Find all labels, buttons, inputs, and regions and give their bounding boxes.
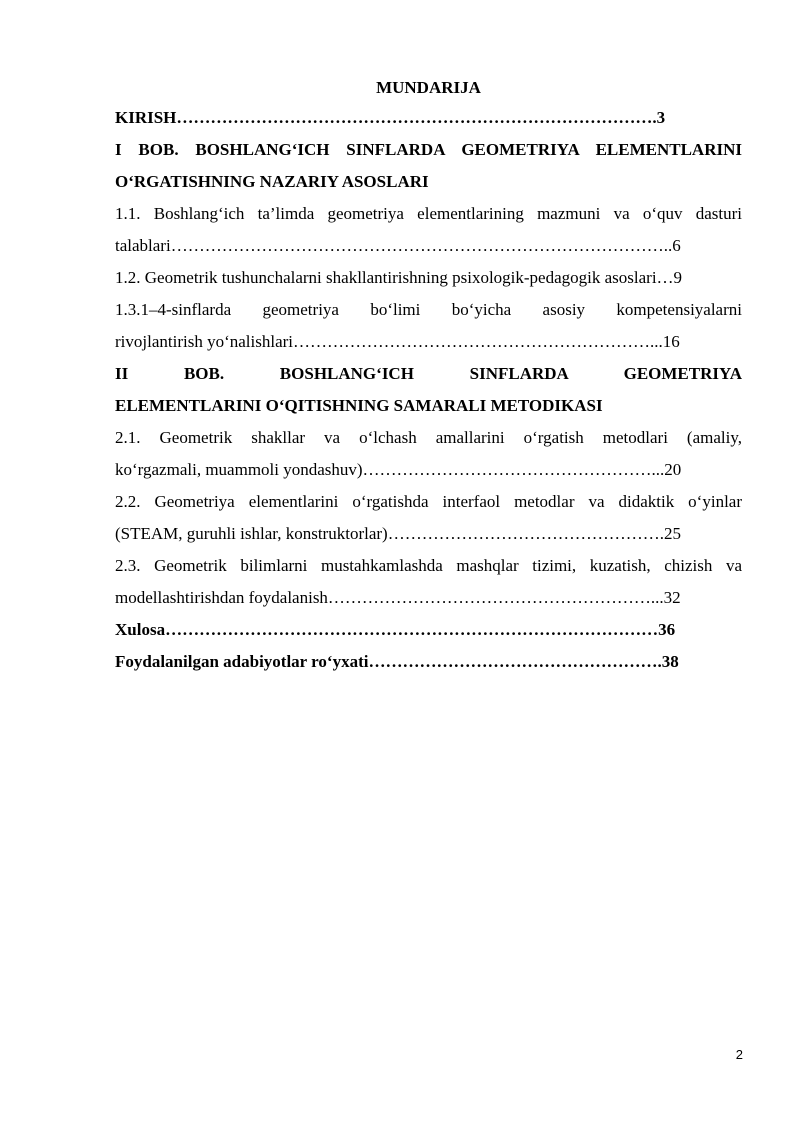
page-title: MUNDARIJA	[376, 78, 481, 97]
toc-line: II BOB. BOSHLANG‘ICH SINFLARDA GEOMETRIYA	[115, 364, 742, 383]
toc-line: O‘RGATISHNING NAZARIY ASOSLARI	[115, 172, 429, 191]
toc-line: ko‘rgazmali, muammoli yondashuv)……………………………………………...20	[115, 460, 682, 479]
page-number: 2	[735, 1047, 743, 1062]
toc-line: (STEAM, guruhli ishlar, konstruktorlar)………………………………………….25	[115, 524, 681, 543]
toc-line: Foydalanilgan adabiyotlar ro‘yxati…………………………………………….38	[115, 652, 679, 671]
toc-line: modellashtirishdan foydalanish…………………………………………………...32	[115, 588, 681, 607]
toc-line: 1.1. Boshlang‘ich ta’limda geometriya elementlarining mazmuni va o‘quv dasturi	[115, 204, 742, 223]
toc-line: KIRISH………………………………………………………………………….3	[115, 108, 666, 127]
toc-line: 2.3. Geometrik bilimlarni mustahkamlashda mashqlar tizimi, kuzatish, chizish va	[115, 556, 742, 575]
toc-line: 1.2. Geometrik tushunchalarni shakllantirishning psixologik-pedagogik asoslari…9	[115, 268, 683, 287]
toc-lines	[115, 102, 742, 678]
toc-line: ELEMENTLARINI O‘QITISHNING SAMARALI METODIKASI	[115, 396, 603, 415]
toc-line: talablari……………………………………………………………………………..6	[115, 236, 681, 255]
toc-line: 2.1. Geometrik shakllar va o‘lchash amallarini o‘rgatish metodlari (amaliy,	[115, 428, 742, 447]
toc-line: Xulosa……………………………………………………………………………36	[115, 620, 676, 639]
toc-line: 1.3.1–4-sinflarda geometriya bo‘limi bo‘yicha asosiy kompetensiyalarni	[115, 300, 742, 319]
toc-line: rivojlantirish yo‘nalishlari………………………………………………………...16	[115, 332, 680, 351]
toc-line: I BOB. BOSHLANG‘ICH SINFLARDA GEOMETRIYA ELEMENTLARINI	[115, 140, 742, 159]
toc-line: 2.2. Geometriya elementlarini o‘rgatishda interfaol metodlar va didaktik o‘yinlar	[115, 492, 742, 511]
table-of-contents	[115, 74, 742, 678]
